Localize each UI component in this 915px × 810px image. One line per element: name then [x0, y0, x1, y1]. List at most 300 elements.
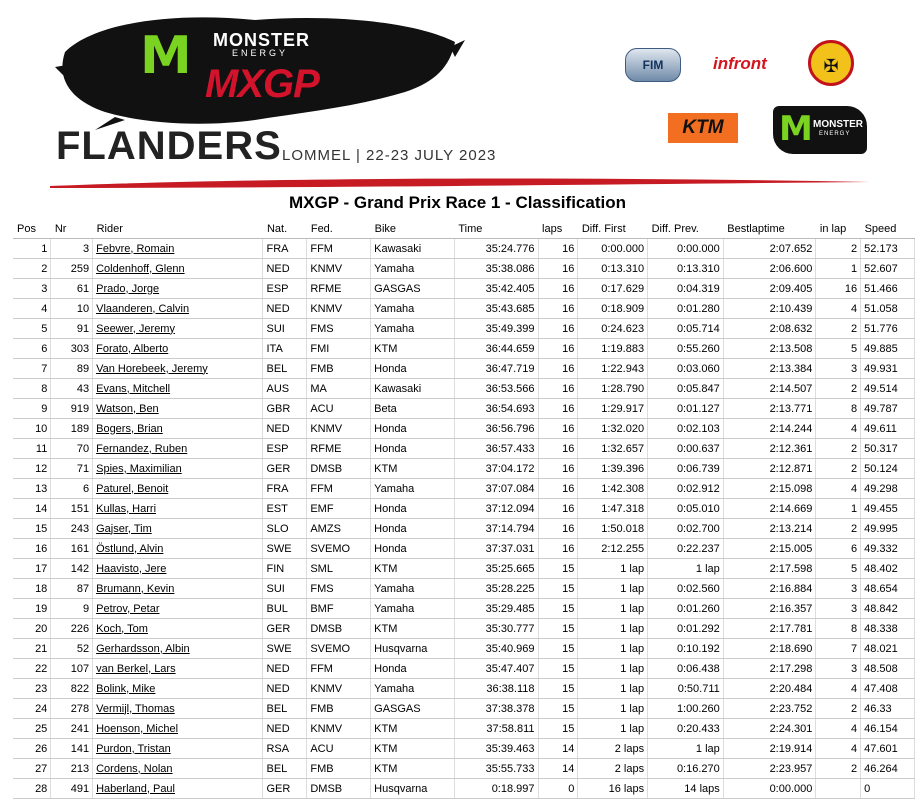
- table-row: [13, 559, 915, 579]
- rider-link[interactable]: Coldenhoff, Glenn: [93, 259, 263, 279]
- cell-time: 36:57.433: [454, 439, 538, 459]
- cell-laps: 16: [538, 439, 578, 459]
- cell-time: 35:25.665: [454, 559, 538, 579]
- cell-speed: 48.021: [861, 639, 915, 659]
- cell-speed: 47.408: [861, 679, 915, 699]
- cell-pos: 27: [13, 759, 51, 779]
- cell-bike: KTM: [371, 759, 455, 779]
- cell-fed: FFM: [307, 239, 371, 259]
- cell-nr: 278: [51, 699, 93, 719]
- cell-time: 37:38.378: [454, 699, 538, 719]
- cell-pos: 4: [13, 299, 51, 319]
- ktm-logo: KTM: [668, 113, 738, 143]
- table-row: [13, 719, 915, 739]
- column-header-diff-first: Diff. First: [578, 220, 648, 239]
- table-row: [13, 579, 915, 599]
- cell-nat: AUS: [263, 379, 307, 399]
- cell-laps: 16: [538, 279, 578, 299]
- cell-nr: 89: [51, 359, 93, 379]
- cell-nat: ESP: [263, 279, 307, 299]
- cell-nat: RSA: [263, 739, 307, 759]
- cell-in-lap: 1: [816, 259, 861, 279]
- cell-time: 36:54.693: [454, 399, 538, 419]
- rider-link[interactable]: Forato, Alberto: [93, 339, 263, 359]
- cell-time: 35:38.086: [454, 259, 538, 279]
- cell-fed: MA: [307, 379, 371, 399]
- rider-link[interactable]: Brumann, Kevin: [93, 579, 263, 599]
- cell-speed: 49.787: [861, 399, 915, 419]
- cell-nr: 9: [51, 599, 93, 619]
- cell-bestlaptime: 2:09.405: [723, 279, 816, 299]
- cell-diff-first: 1 lap: [578, 659, 648, 679]
- cell-in-lap: 4: [816, 419, 861, 439]
- cell-nat: GER: [263, 619, 307, 639]
- cell-in-lap: 2: [816, 519, 861, 539]
- cell-speed: 51.058: [861, 299, 915, 319]
- column-header-in-lap: in lap: [816, 220, 861, 239]
- cell-diff-prev: 0:06.739: [648, 459, 724, 479]
- cell-pos: 13: [13, 479, 51, 499]
- column-header-bestlaptime: Bestlaptime: [723, 220, 816, 239]
- cell-diff-prev: 0:01.292: [648, 619, 724, 639]
- cell-bike: Husqvarna: [371, 779, 455, 799]
- infront-logo: infront: [713, 54, 767, 73]
- cell-bike: Husqvarna: [371, 639, 455, 659]
- cell-time: 37:37.031: [454, 539, 538, 559]
- table-row: [13, 259, 915, 279]
- cell-nr: 70: [51, 439, 93, 459]
- table-row: [13, 379, 915, 399]
- cell-in-lap: 2: [816, 319, 861, 339]
- rider-link[interactable]: Paturel, Benoit: [93, 479, 263, 499]
- cell-diff-prev: 0:02.912: [648, 479, 724, 499]
- cell-diff-first: 1:29.917: [578, 399, 648, 419]
- cell-diff-prev: 0:02.103: [648, 419, 724, 439]
- cell-bestlaptime: 2:16.884: [723, 579, 816, 599]
- cell-nr: 151: [51, 499, 93, 519]
- table-row: [13, 419, 915, 439]
- cell-laps: 16: [538, 359, 578, 379]
- cell-nat: EST: [263, 499, 307, 519]
- cell-diff-prev: 0:05.847: [648, 379, 724, 399]
- cell-diff-prev: 0:04.319: [648, 279, 724, 299]
- cell-nr: 919: [51, 399, 93, 419]
- cell-pos: 6: [13, 339, 51, 359]
- cell-pos: 16: [13, 539, 51, 559]
- cell-in-lap: 3: [816, 359, 861, 379]
- cell-speed: 48.402: [861, 559, 915, 579]
- cell-diff-prev: 0:22.237: [648, 539, 724, 559]
- cell-nr: 226: [51, 619, 93, 639]
- cell-laps: 16: [538, 499, 578, 519]
- cell-pos: 12: [13, 459, 51, 479]
- cell-fed: RFME: [307, 439, 371, 459]
- table-row: [13, 359, 915, 379]
- cell-bike: GASGAS: [371, 279, 455, 299]
- cell-speed: 49.885: [861, 339, 915, 359]
- cell-bestlaptime: 2:14.244: [723, 419, 816, 439]
- cell-pos: 26: [13, 739, 51, 759]
- rider-link[interactable]: Evans, Mitchell: [93, 379, 263, 399]
- cell-in-lap: 4: [816, 719, 861, 739]
- cell-time: 35:28.225: [454, 579, 538, 599]
- cell-time: 37:07.084: [454, 479, 538, 499]
- cell-speed: 52.173: [861, 239, 915, 259]
- cell-speed: 49.611: [861, 419, 915, 439]
- cell-diff-first: 0:24.623: [578, 319, 648, 339]
- cell-nat: FIN: [263, 559, 307, 579]
- cell-bestlaptime: 2:18.690: [723, 639, 816, 659]
- rider-link[interactable]: Haavisto, Jere: [93, 559, 263, 579]
- table-row: [13, 499, 915, 519]
- cell-diff-first: 0:17.629: [578, 279, 648, 299]
- cell-nat: GER: [263, 459, 307, 479]
- cell-diff-prev: 0:01.260: [648, 599, 724, 619]
- table-row: [13, 439, 915, 459]
- cell-laps: 15: [538, 679, 578, 699]
- cell-nat: FRA: [263, 239, 307, 259]
- cell-nat: BEL: [263, 699, 307, 719]
- mxgp-logo: MXGP: [205, 62, 319, 106]
- cell-nr: 303: [51, 339, 93, 359]
- rider-link[interactable]: Haberland, Paul: [93, 779, 263, 799]
- cell-pos: 17: [13, 559, 51, 579]
- cell-time: 36:56.796: [454, 419, 538, 439]
- cell-bestlaptime: 2:23.957: [723, 759, 816, 779]
- cell-bestlaptime: 2:14.507: [723, 379, 816, 399]
- cell-bestlaptime: 2:07.652: [723, 239, 816, 259]
- cell-speed: 48.842: [861, 599, 915, 619]
- table-row: [13, 619, 915, 639]
- cell-diff-first: 1:19.883: [578, 339, 648, 359]
- cell-fed: FFM: [307, 479, 371, 499]
- cell-pos: 18: [13, 579, 51, 599]
- table-row: [13, 679, 915, 699]
- cell-bestlaptime: 2:24.301: [723, 719, 816, 739]
- cell-bestlaptime: 2:13.771: [723, 399, 816, 419]
- rider-link[interactable]: Purdon, Tristan: [93, 739, 263, 759]
- cell-diff-prev: 0:02.700: [648, 519, 724, 539]
- cell-pos: 2: [13, 259, 51, 279]
- rider-link[interactable]: Petrov, Petar: [93, 599, 263, 619]
- cell-nat: GER: [263, 779, 307, 799]
- event-name: FLANDERS: [56, 124, 282, 168]
- cell-in-lap: 2: [816, 459, 861, 479]
- cell-in-lap: 16: [816, 279, 861, 299]
- cell-diff-first: 1:50.018: [578, 519, 648, 539]
- column-header-time: Time: [454, 220, 538, 239]
- cell-laps: 15: [538, 579, 578, 599]
- monster-claw-icon: M: [779, 109, 813, 149]
- cell-laps: 16: [538, 379, 578, 399]
- cell-laps: 16: [538, 339, 578, 359]
- cell-pos: 23: [13, 679, 51, 699]
- cell-speed: 49.332: [861, 539, 915, 559]
- cell-time: 37:12.094: [454, 499, 538, 519]
- cell-diff-prev: 0:00.637: [648, 439, 724, 459]
- cell-time: 35:43.685: [454, 299, 538, 319]
- cell-speed: 46.154: [861, 719, 915, 739]
- cell-nat: ESP: [263, 439, 307, 459]
- cell-speed: 0: [861, 779, 915, 799]
- cell-bestlaptime: 2:23.752: [723, 699, 816, 719]
- rider-link[interactable]: Van Horebeek, Jeremy: [93, 359, 263, 379]
- cell-nat: SWE: [263, 639, 307, 659]
- cell-pos: 11: [13, 439, 51, 459]
- cell-bestlaptime: 2:19.914: [723, 739, 816, 759]
- cell-nr: 259: [51, 259, 93, 279]
- cell-nat: BEL: [263, 759, 307, 779]
- cell-nat: NED: [263, 259, 307, 279]
- cell-laps: 16: [538, 419, 578, 439]
- cell-bestlaptime: 2:16.357: [723, 599, 816, 619]
- cell-fed: KNMV: [307, 259, 371, 279]
- cell-time: 37:04.172: [454, 459, 538, 479]
- cell-diff-first: 1 lap: [578, 699, 648, 719]
- cell-pos: 22: [13, 659, 51, 679]
- cell-speed: 50.317: [861, 439, 915, 459]
- cell-laps: 15: [538, 719, 578, 739]
- cell-nat: SLO: [263, 519, 307, 539]
- rider-link[interactable]: Gerhardsson, Albin: [93, 639, 263, 659]
- cell-nr: 241: [51, 719, 93, 739]
- cell-speed: 48.654: [861, 579, 915, 599]
- event-venue-date: LOMMEL | 22-23 JULY 2023: [282, 147, 497, 164]
- cell-pos: 10: [13, 419, 51, 439]
- cell-in-lap: 5: [816, 559, 861, 579]
- table-header-row: [13, 220, 915, 239]
- cell-diff-first: 0:13.310: [578, 259, 648, 279]
- cell-in-lap: 4: [816, 739, 861, 759]
- rider-link[interactable]: Kullas, Harri: [93, 499, 263, 519]
- cell-diff-prev: 0:50.711: [648, 679, 724, 699]
- rider-link[interactable]: Bogers, Brian: [93, 419, 263, 439]
- cell-fed: SVEMO: [307, 639, 371, 659]
- cell-in-lap: 8: [816, 399, 861, 419]
- cell-in-lap: 2: [816, 439, 861, 459]
- cell-bestlaptime: 2:20.484: [723, 679, 816, 699]
- cell-diff-first: 0:18.909: [578, 299, 648, 319]
- cell-diff-prev: 0:13.310: [648, 259, 724, 279]
- cell-diff-prev: 0:05.714: [648, 319, 724, 339]
- cell-time: 35:30.777: [454, 619, 538, 639]
- cell-in-lap: 8: [816, 619, 861, 639]
- rider-link[interactable]: Spies, Maximilian: [93, 459, 263, 479]
- cell-laps: 16: [538, 299, 578, 319]
- rider-link[interactable]: Prado, Jorge: [93, 279, 263, 299]
- cell-time: 35:49.399: [454, 319, 538, 339]
- cell-nr: 243: [51, 519, 93, 539]
- rider-link[interactable]: Vermijl, Thomas: [93, 699, 263, 719]
- cell-laps: 0: [538, 779, 578, 799]
- cell-diff-first: 1 lap: [578, 599, 648, 619]
- cell-diff-first: 1 lap: [578, 619, 648, 639]
- cell-diff-first: 2:12.255: [578, 539, 648, 559]
- cell-fed: SVEMO: [307, 539, 371, 559]
- cell-nat: ITA: [263, 339, 307, 359]
- cell-laps: 16: [538, 239, 578, 259]
- rider-link[interactable]: Koch, Tom: [93, 619, 263, 639]
- cell-laps: 16: [538, 319, 578, 339]
- cell-bike: Yamaha: [371, 679, 455, 699]
- cell-time: 37:14.794: [454, 519, 538, 539]
- cell-time: 35:40.969: [454, 639, 538, 659]
- cell-diff-prev: 0:20.433: [648, 719, 724, 739]
- cell-pos: 7: [13, 359, 51, 379]
- cell-fed: ACU: [307, 739, 371, 759]
- cell-pos: 9: [13, 399, 51, 419]
- cell-diff-prev: 0:00.000: [648, 239, 724, 259]
- cell-laps: 15: [538, 599, 578, 619]
- cell-bike: KTM: [371, 339, 455, 359]
- cell-nat: SUI: [263, 319, 307, 339]
- table-row: [13, 339, 915, 359]
- rider-link[interactable]: Fernandez, Ruben: [93, 439, 263, 459]
- cell-speed: 51.776: [861, 319, 915, 339]
- cell-speed: 52.607: [861, 259, 915, 279]
- cell-nat: NED: [263, 679, 307, 699]
- cell-time: 35:29.485: [454, 599, 538, 619]
- classification-table: [13, 220, 915, 799]
- rider-link[interactable]: Seewer, Jeremy: [93, 319, 263, 339]
- cell-fed: FMS: [307, 579, 371, 599]
- cell-bike: Honda: [371, 419, 455, 439]
- cell-nat: GBR: [263, 399, 307, 419]
- cell-fed: BMF: [307, 599, 371, 619]
- rider-link[interactable]: Gajser, Tim: [93, 519, 263, 539]
- cell-diff-first: 1:32.657: [578, 439, 648, 459]
- cell-bestlaptime: 2:15.005: [723, 539, 816, 559]
- cell-nr: 52: [51, 639, 93, 659]
- table-row: [13, 779, 915, 799]
- cell-pos: 21: [13, 639, 51, 659]
- cell-diff-first: 1:47.318: [578, 499, 648, 519]
- cell-pos: 28: [13, 779, 51, 799]
- cell-laps: 16: [538, 479, 578, 499]
- rider-link[interactable]: Vlaanderen, Calvin: [93, 299, 263, 319]
- cell-bike: Beta: [371, 399, 455, 419]
- cell-nr: 87: [51, 579, 93, 599]
- cell-bike: Honda: [371, 519, 455, 539]
- cell-nat: FRA: [263, 479, 307, 499]
- cell-speed: 46.264: [861, 759, 915, 779]
- cell-nr: 822: [51, 679, 93, 699]
- energy-wordmark: ENERGY: [232, 48, 289, 58]
- cell-bestlaptime: 2:08.632: [723, 319, 816, 339]
- cell-diff-prev: 0:01.127: [648, 399, 724, 419]
- cell-fed: FMB: [307, 359, 371, 379]
- cell-bike: Yamaha: [371, 259, 455, 279]
- cell-nat: NED: [263, 719, 307, 739]
- rider-link[interactable]: Cordens, Nolan: [93, 759, 263, 779]
- cell-fed: SML: [307, 559, 371, 579]
- cell-pos: 8: [13, 379, 51, 399]
- monster-energy-logo: [773, 106, 867, 154]
- cell-diff-first: 1 lap: [578, 719, 648, 739]
- cell-fed: FMB: [307, 759, 371, 779]
- cell-in-lap: 2: [816, 699, 861, 719]
- cell-diff-prev: 1 lap: [648, 559, 724, 579]
- column-header-fed: Fed.: [307, 220, 371, 239]
- cell-nat: NED: [263, 299, 307, 319]
- cell-speed: 51.466: [861, 279, 915, 299]
- cell-bike: Kawasaki: [371, 379, 455, 399]
- cell-nr: 161: [51, 539, 93, 559]
- rider-link[interactable]: Watson, Ben: [93, 399, 263, 419]
- cell-diff-first: 16 laps: [578, 779, 648, 799]
- cell-nat: SUI: [263, 579, 307, 599]
- cell-nr: 491: [51, 779, 93, 799]
- cell-time: 35:39.463: [454, 739, 538, 759]
- cell-bestlaptime: 2:13.508: [723, 339, 816, 359]
- cell-bike: GASGAS: [371, 699, 455, 719]
- cell-time: 36:44.659: [454, 339, 538, 359]
- cell-laps: 16: [538, 459, 578, 479]
- rider-link[interactable]: Östlund, Alvin: [93, 539, 263, 559]
- cell-in-lap: 5: [816, 339, 861, 359]
- cell-laps: 14: [538, 759, 578, 779]
- monster-logo-energy: ENERGY: [819, 131, 851, 137]
- table-row: [13, 399, 915, 419]
- cell-diff-first: 1:42.308: [578, 479, 648, 499]
- cell-time: 36:47.719: [454, 359, 538, 379]
- cell-diff-first: 2 laps: [578, 759, 648, 779]
- cell-bike: Yamaha: [371, 579, 455, 599]
- cell-bike: KTM: [371, 619, 455, 639]
- cell-diff-first: 1:32.020: [578, 419, 648, 439]
- cell-nat: SWE: [263, 539, 307, 559]
- rider-link[interactable]: Febvre, Romain: [93, 239, 263, 259]
- cell-pos: 25: [13, 719, 51, 739]
- cell-time: 35:55.733: [454, 759, 538, 779]
- cell-pos: 5: [13, 319, 51, 339]
- cell-pos: 24: [13, 699, 51, 719]
- rider-link[interactable]: van Berkel, Lars: [93, 659, 263, 679]
- cell-pos: 19: [13, 599, 51, 619]
- cell-pos: 3: [13, 279, 51, 299]
- cell-bestlaptime: 2:17.298: [723, 659, 816, 679]
- cell-bestlaptime: 2:12.361: [723, 439, 816, 459]
- column-header-nr: Nr: [51, 220, 93, 239]
- cell-bestlaptime: 2:15.098: [723, 479, 816, 499]
- cell-bike: Honda: [371, 659, 455, 679]
- cell-speed: 49.995: [861, 519, 915, 539]
- cell-diff-first: 1 lap: [578, 579, 648, 599]
- column-header-pos: Pos: [13, 220, 51, 239]
- cell-bike: KTM: [371, 559, 455, 579]
- cell-bike: Honda: [371, 359, 455, 379]
- cell-fed: FMS: [307, 319, 371, 339]
- cell-in-lap: 4: [816, 479, 861, 499]
- cell-diff-prev: 0:05.010: [648, 499, 724, 519]
- cell-bike: KTM: [371, 739, 455, 759]
- table-row: [13, 699, 915, 719]
- table-body: [13, 239, 915, 799]
- monster-claw-logo: M: [140, 26, 192, 86]
- rider-link[interactable]: Hoenson, Michel: [93, 719, 263, 739]
- cell-time: 36:38.118: [454, 679, 538, 699]
- cell-bike: Yamaha: [371, 479, 455, 499]
- cell-laps: 15: [538, 559, 578, 579]
- cell-laps: 14: [538, 739, 578, 759]
- cell-laps: 15: [538, 659, 578, 679]
- rider-link[interactable]: Bolink, Mike: [93, 679, 263, 699]
- cell-nr: 61: [51, 279, 93, 299]
- cell-nr: 43: [51, 379, 93, 399]
- cell-bestlaptime: 2:13.214: [723, 519, 816, 539]
- table-row: [13, 539, 915, 559]
- cell-nr: 3: [51, 239, 93, 259]
